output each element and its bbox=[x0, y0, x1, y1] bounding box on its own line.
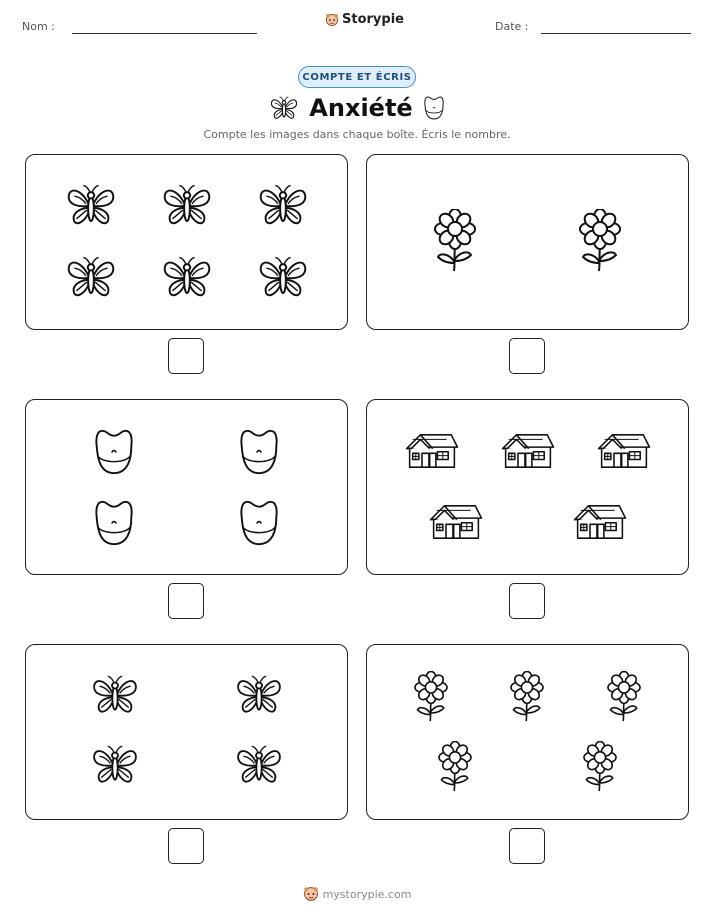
butterfly-icon bbox=[256, 182, 310, 230]
belly-icon bbox=[92, 498, 136, 548]
belly-icon bbox=[237, 427, 281, 477]
answer-box-2[interactable] bbox=[509, 338, 545, 374]
house-icon bbox=[405, 431, 459, 471]
mascot-icon bbox=[325, 13, 339, 27]
butterfly-icon bbox=[234, 673, 284, 718]
belly-icon bbox=[423, 95, 445, 121]
flower-icon bbox=[430, 209, 480, 273]
footer-url[interactable]: mystorypie.com bbox=[322, 887, 412, 901]
answer-box-3[interactable] bbox=[168, 583, 204, 619]
counting-box-4 bbox=[366, 399, 689, 575]
house-icon bbox=[501, 431, 555, 471]
counting-box-6 bbox=[366, 644, 689, 820]
butterfly-icon bbox=[64, 182, 118, 230]
butterfly-icon bbox=[269, 95, 299, 122]
butterfly-icon bbox=[256, 254, 310, 302]
answer-box-5[interactable] bbox=[168, 828, 204, 864]
activity-badge: COMPTE ET ÉCRIS bbox=[298, 66, 416, 88]
butterfly-icon bbox=[64, 254, 118, 302]
butterfly-icon bbox=[160, 182, 214, 230]
flower-icon bbox=[604, 671, 644, 723]
brand-logo bbox=[325, 12, 404, 27]
name-line[interactable] bbox=[72, 33, 257, 34]
footer bbox=[0, 886, 714, 902]
house-icon bbox=[573, 502, 627, 542]
answer-box-6[interactable] bbox=[509, 828, 545, 864]
title-text: Anxiété bbox=[309, 94, 413, 122]
butterfly-icon bbox=[90, 743, 140, 788]
flower-icon bbox=[435, 741, 475, 793]
date-line[interactable] bbox=[541, 33, 691, 34]
instructions: Compte les images dans chaque boîte. Écris le nombre. bbox=[203, 128, 511, 141]
counting-box-5 bbox=[25, 644, 348, 820]
worksheet-title bbox=[250, 91, 464, 125]
flower-icon bbox=[580, 741, 620, 793]
butterfly-icon bbox=[234, 743, 284, 788]
butterfly-icon bbox=[160, 254, 214, 302]
house-icon bbox=[429, 502, 483, 542]
brand-name: Storypie bbox=[342, 12, 404, 27]
butterfly-icon bbox=[90, 673, 140, 718]
mascot-icon bbox=[303, 886, 319, 902]
date-label: Date : bbox=[495, 20, 529, 33]
name-label: Nom : bbox=[22, 20, 55, 33]
counting-box-3 bbox=[25, 399, 348, 575]
flower-icon bbox=[411, 671, 451, 723]
answer-box-1[interactable] bbox=[168, 338, 204, 374]
counting-box-1 bbox=[25, 154, 348, 330]
flower-icon bbox=[507, 671, 547, 723]
belly-icon bbox=[92, 427, 136, 477]
belly-icon bbox=[237, 498, 281, 548]
answer-box-4[interactable] bbox=[509, 583, 545, 619]
flower-icon bbox=[575, 209, 625, 273]
counting-box-2 bbox=[366, 154, 689, 330]
house-icon bbox=[597, 431, 651, 471]
